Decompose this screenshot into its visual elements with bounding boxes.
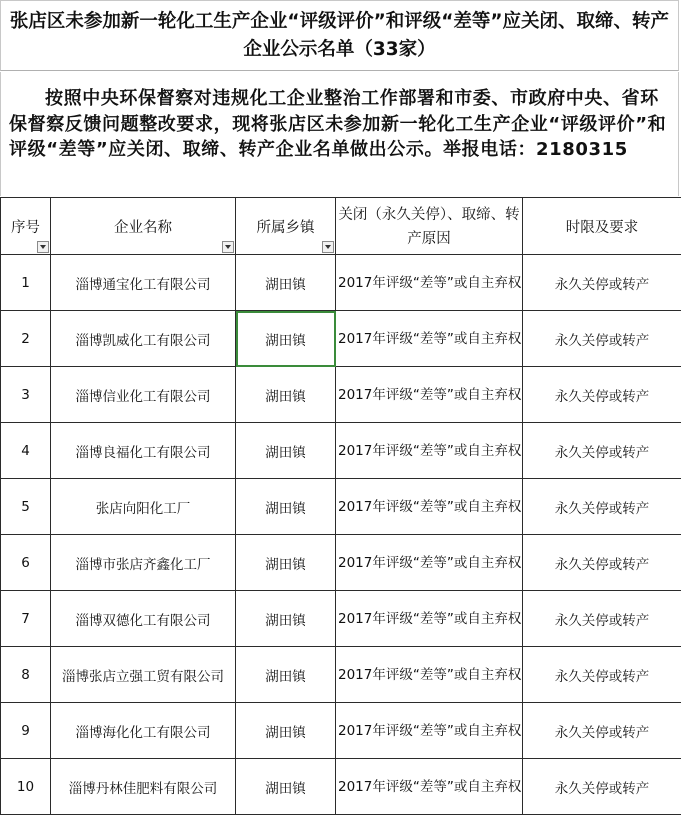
table-row (1, 647, 681, 703)
table-row (1, 311, 681, 367)
header-requirement-label: 时限及要求 (565, 219, 639, 236)
cell-reason[interactable]: 2017年评级“差等”或自主弃权 (336, 423, 523, 479)
cell-requirement[interactable]: 永久关停或转产 (523, 255, 681, 311)
cell-no[interactable]: 8 (1, 647, 51, 703)
company-table (0, 197, 681, 815)
cell-requirement[interactable]: 永久关停或转产 (523, 759, 681, 815)
cell-no[interactable]: 10 (1, 759, 51, 815)
cell-no[interactable]: 7 (1, 591, 51, 647)
cell-requirement[interactable]: 永久关停或转产 (523, 423, 681, 479)
filter-dropdown-icon[interactable] (222, 241, 234, 253)
cell-town[interactable]: 湖田镇 (236, 479, 336, 535)
cell-company-name[interactable]: 淄博市张店齐鑫化工厂 (51, 535, 236, 591)
cell-company-name[interactable]: 淄博通宝化工有限公司 (51, 255, 236, 311)
header-name[interactable] (51, 198, 236, 255)
sheet-title: 张店区未参加新一轮化工生产企业“评级评价”和评级“差等”应关闭、取缔、转产企业公示名单（33家） (9, 10, 670, 60)
cell-town[interactable]: 湖田镇 (236, 367, 336, 423)
header-requirement[interactable] (523, 198, 681, 255)
notice-cell[interactable] (0, 72, 679, 196)
cell-company-name[interactable]: 淄博双德化工有限公司 (51, 591, 236, 647)
cell-reason[interactable]: 2017年评级“差等”或自主弃权 (336, 759, 523, 815)
header-no[interactable] (1, 198, 51, 255)
table-row (1, 255, 681, 311)
cell-town[interactable]: 湖田镇 (236, 255, 336, 311)
filter-dropdown-icon[interactable] (322, 241, 334, 253)
cell-reason[interactable]: 2017年评级“差等”或自主弃权 (336, 367, 523, 423)
cell-town[interactable]: 湖田镇 (236, 535, 336, 591)
header-name-label: 企业名称 (114, 219, 172, 236)
cell-company-name[interactable]: 淄博海化化工有限公司 (51, 703, 236, 759)
header-no-label: 序号 (11, 219, 40, 236)
cell-requirement[interactable]: 永久关停或转产 (523, 703, 681, 759)
cell-requirement[interactable]: 永久关停或转产 (523, 591, 681, 647)
cell-reason[interactable]: 2017年评级“差等”或自主弃权 (336, 255, 523, 311)
filter-dropdown-icon[interactable] (37, 241, 49, 253)
cell-company-name[interactable]: 淄博丹林佳肥料有限公司 (51, 759, 236, 815)
cell-company-name[interactable]: 淄博良福化工有限公司 (51, 423, 236, 479)
cell-requirement[interactable]: 永久关停或转产 (523, 535, 681, 591)
cell-reason[interactable]: 2017年评级“差等”或自主弃权 (336, 647, 523, 703)
cell-reason[interactable]: 2017年评级“差等”或自主弃权 (336, 311, 523, 367)
header-reason-label: 关闭（永久关停）、取缔、转产原因 (338, 207, 520, 247)
table-row (1, 367, 681, 423)
cell-reason[interactable]: 2017年评级“差等”或自主弃权 (336, 535, 523, 591)
table-body (1, 255, 681, 815)
cell-company-name[interactable]: 张店向阳化工厂 (51, 479, 236, 535)
cell-requirement[interactable]: 永久关停或转产 (523, 647, 681, 703)
table-row (1, 703, 681, 759)
cell-no[interactable]: 5 (1, 479, 51, 535)
cell-company-name[interactable]: 淄博信业化工有限公司 (51, 367, 236, 423)
cell-town[interactable]: 湖田镇 (236, 591, 336, 647)
cell-town[interactable]: 湖田镇 (236, 423, 336, 479)
table-header-row (1, 198, 681, 255)
cell-no[interactable]: 3 (1, 367, 51, 423)
table-row (1, 479, 681, 535)
header-town[interactable] (236, 198, 336, 255)
cell-no[interactable]: 2 (1, 311, 51, 367)
cell-requirement[interactable]: 永久关停或转产 (523, 367, 681, 423)
cell-requirement[interactable]: 永久关停或转产 (523, 479, 681, 535)
sheet-title-cell[interactable] (0, 0, 679, 71)
cell-no[interactable]: 9 (1, 703, 51, 759)
cell-no[interactable]: 6 (1, 535, 51, 591)
cell-no[interactable]: 1 (1, 255, 51, 311)
cell-no[interactable]: 4 (1, 423, 51, 479)
header-reason[interactable] (336, 198, 523, 255)
cell-company-name[interactable]: 淄博凯威化工有限公司 (51, 311, 236, 367)
cell-town[interactable]: 湖田镇 (236, 703, 336, 759)
cell-town[interactable]: 湖田镇 (236, 311, 336, 367)
cell-requirement[interactable]: 永久关停或转产 (523, 311, 681, 367)
cell-town[interactable]: 湖田镇 (236, 647, 336, 703)
cell-town[interactable]: 湖田镇 (236, 759, 336, 815)
notice-text: 按照中央环保督察对违规化工企业整治工作部署和市委、市政府中央、省环保督察反馈问题整改要求，现将张店区未参加新一轮化工生产企业“评级评价”和评级“差等”应关闭、取缔、转产企业名单做出公示。举报电话：2180315 (9, 88, 667, 160)
cell-reason[interactable]: 2017年评级“差等”或自主弃权 (336, 703, 523, 759)
table-row (1, 759, 681, 815)
table-row (1, 591, 681, 647)
table-row (1, 535, 681, 591)
header-town-label: 所属乡镇 (256, 219, 315, 236)
table-row (1, 423, 681, 479)
cell-reason[interactable]: 2017年评级“差等”或自主弃权 (336, 479, 523, 535)
cell-company-name[interactable]: 淄博张店立强工贸有限公司 (51, 647, 236, 703)
cell-reason[interactable]: 2017年评级“差等”或自主弃权 (336, 591, 523, 647)
